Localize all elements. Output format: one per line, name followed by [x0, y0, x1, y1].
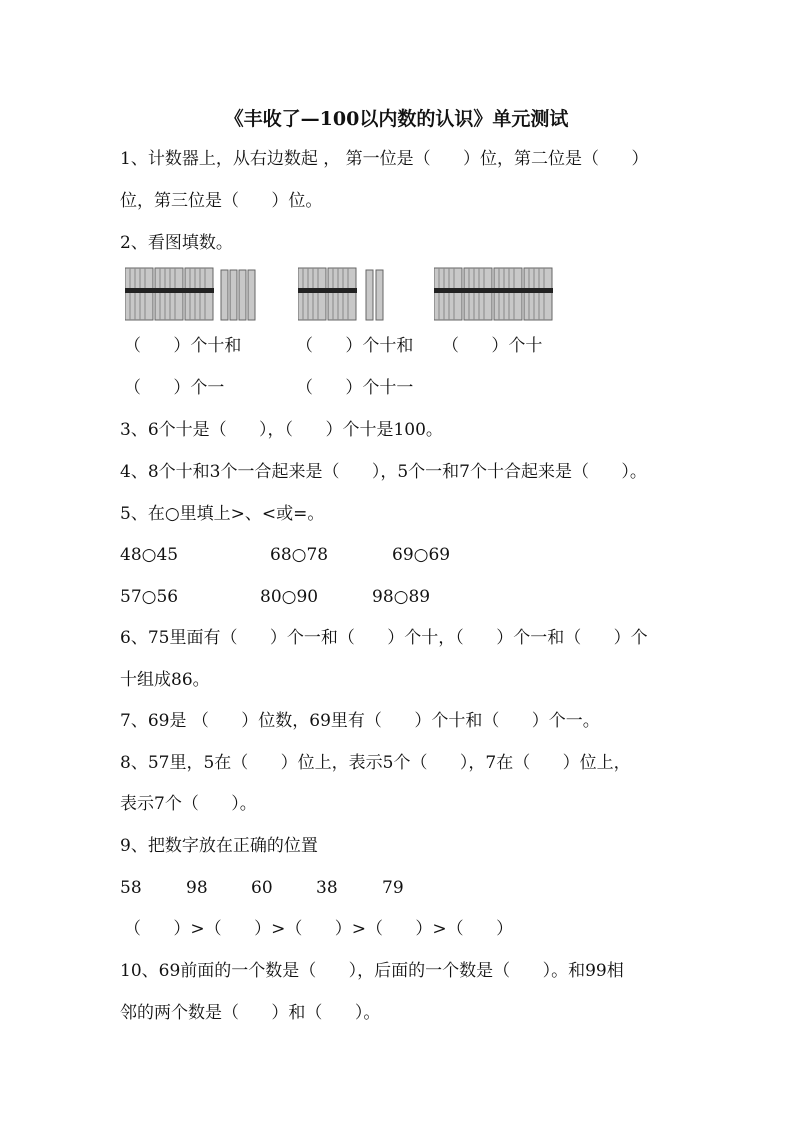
q5-item: 98○89 — [372, 587, 431, 607]
q10-line-2: 邻的两个数是（ ）和（ ）。 — [120, 1003, 381, 1023]
picture-group-3 — [434, 266, 559, 322]
q6-line-2: 十组成86。 — [120, 670, 210, 690]
single-stick — [366, 270, 373, 320]
q2-heading: 2、看图填数。 — [120, 233, 233, 253]
q9-number: 98 — [186, 878, 208, 898]
ten-stick-bundle — [327, 268, 357, 320]
stick-bundles-2 — [298, 266, 398, 322]
q3-line: 3、6个十是（ ），（ ）个十是100。 — [120, 420, 443, 440]
ten-stick-bundle — [463, 268, 493, 320]
q2-blank-c1: （ ）个十 — [442, 336, 543, 356]
q9-number: 60 — [251, 878, 273, 898]
q5-heading: 5、在○里填上>、<或=。 — [120, 504, 325, 524]
q1-line-2: 位，第三位是（ ）位。 — [120, 191, 323, 211]
single-stick — [239, 270, 246, 320]
page-title: 《丰收了—100以内数的认识》单元测试 — [224, 108, 569, 130]
ten-stick-bundle — [434, 268, 463, 320]
single-stick — [221, 270, 228, 320]
q5-item: 69○69 — [392, 545, 451, 565]
single-stick — [376, 270, 383, 320]
stick-bundles-3 — [434, 266, 559, 322]
ten-stick-bundle — [184, 268, 214, 320]
ten-stick-bundle — [493, 268, 523, 320]
q9-number: 58 — [120, 878, 142, 898]
q9-number: 79 — [382, 878, 404, 898]
q2-blank-a2: （ ）个一 — [124, 378, 225, 398]
q1-line-1: 1、计数器上，从右边数起 ， 第一位是（ ）位，第二位是（ ） — [120, 149, 649, 169]
q8-line-2: 表示7个（ ）。 — [120, 794, 257, 814]
ten-stick-bundle — [125, 268, 154, 320]
single-stick — [248, 270, 255, 320]
picture-group-1 — [125, 266, 260, 322]
q9-number: 38 — [316, 878, 338, 898]
ten-stick-bundle — [523, 268, 553, 320]
q5-item: 68○78 — [270, 545, 329, 565]
q5-item: 48○45 — [120, 545, 179, 565]
q8-line-1: 8、57里，5在（ ）位上，表示5个（ ），7在（ ）位上， — [120, 753, 631, 773]
q9-order: （ ）>（ ）>（ ）>（ ）>（ ） — [124, 919, 514, 939]
q10-line-1: 10、69前面的一个数是（ ），后面的一个数是（ ）。和99相 — [120, 961, 624, 981]
single-stick — [230, 270, 237, 320]
q2-blank-a1: （ ）个十和 — [124, 336, 242, 356]
q7-line: 7、69是 （ ）位数，69里有（ ）个十和（ ）个一。 — [120, 711, 600, 731]
picture-group-2 — [298, 266, 398, 322]
q5-item: 80○90 — [260, 587, 319, 607]
q2-blank-b2: （ ）个十一 — [296, 378, 414, 398]
q4-line: 4、8个十和3个一合起来是（ ），5个一和7个十合起来是（ ）。 — [120, 462, 647, 482]
q2-blank-b1: （ ）个十和 — [296, 336, 414, 356]
q6-line-1: 6、75里面有（ ）个一和（ ）个十，（ ）个一和（ ）个 — [120, 628, 648, 648]
q9-heading: 9、把数字放在正确的位置 — [120, 836, 318, 856]
ten-stick-bundle — [154, 268, 184, 320]
ten-stick-bundle — [298, 268, 327, 320]
stick-bundles-1 — [125, 266, 260, 322]
q5-item: 57○56 — [120, 587, 179, 607]
